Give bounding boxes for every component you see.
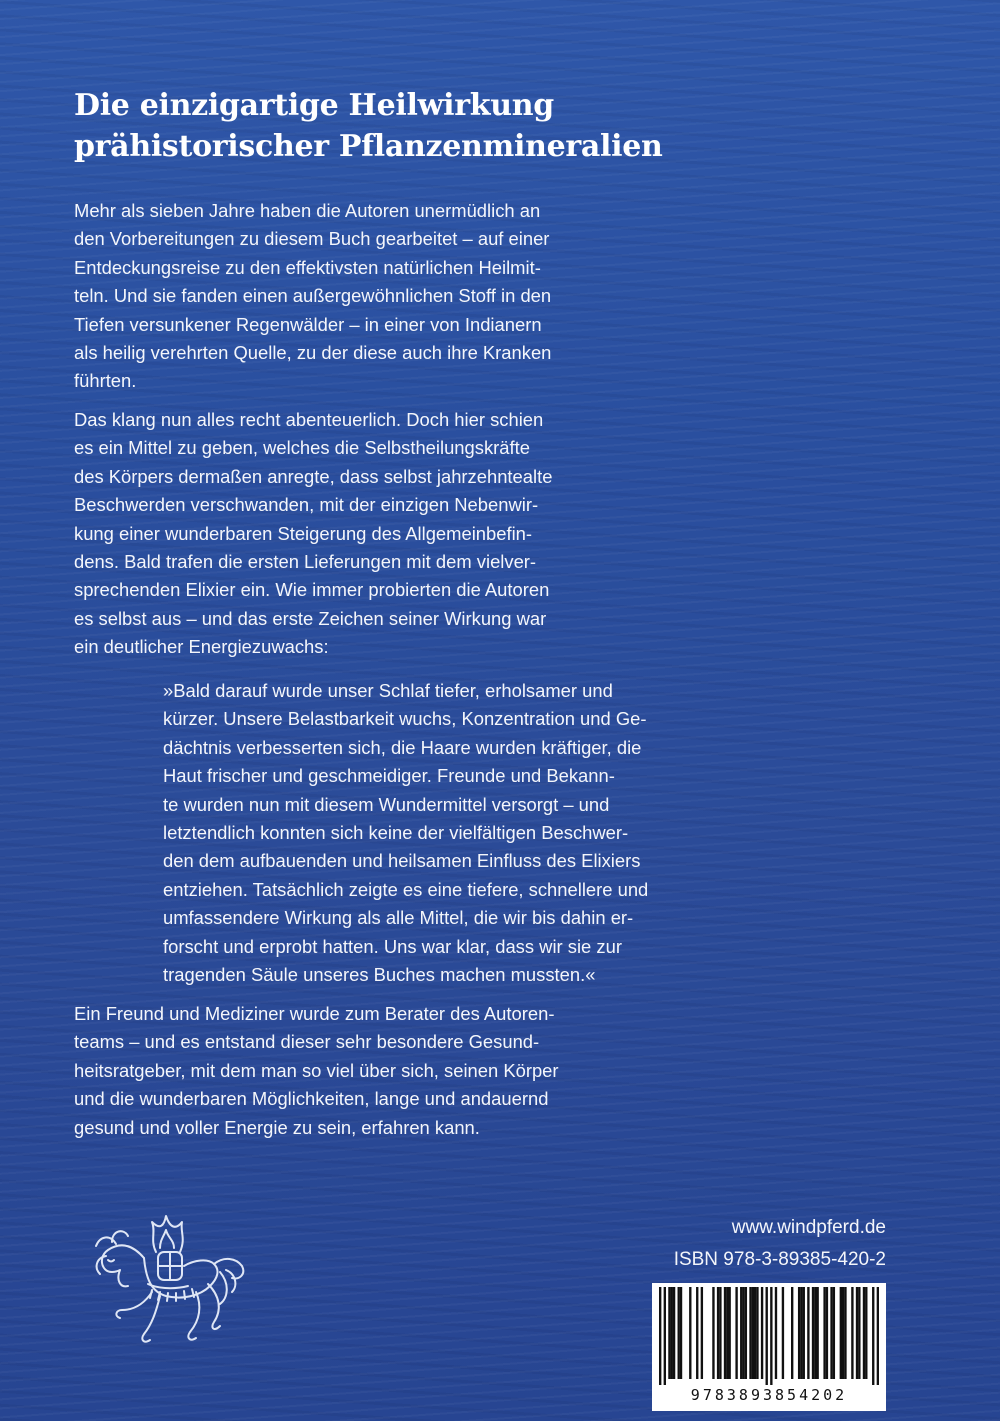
text-line: heitsratgeber, mit dem man so viel über sich, seinen Körper <box>74 1059 559 1081</box>
second-paragraph <box>74 406 634 662</box>
barcode-bar <box>717 1287 719 1379</box>
barcode-bar <box>728 1287 730 1379</box>
text-line: teln. Und sie fanden einen außergewöhnlichen Stoff in den <box>74 285 552 307</box>
barcode-bar <box>807 1287 809 1379</box>
text-line: kürzer. Unsere Belastbarkeit wuchs, Konzentration und Ge- <box>163 708 647 730</box>
barcode-bar <box>668 1287 670 1379</box>
barcode-bar <box>833 1287 835 1379</box>
text-line: den Vorbereitungen zu diesem Buch gearbeitet – auf einer <box>74 228 550 250</box>
barcode-bar <box>865 1287 867 1379</box>
text-line: dächtnis verbesserten sich, die Haare wurden kräftiger, die <box>163 736 642 758</box>
barcode-bar <box>872 1287 874 1385</box>
barcode-bar <box>851 1287 853 1379</box>
barcode-bar <box>830 1287 832 1379</box>
barcode-bar <box>678 1287 680 1379</box>
barcode-bar <box>800 1287 802 1379</box>
barcode-bar <box>814 1287 816 1379</box>
isbn-number: ISBN 978-3-89385-420-2 <box>673 1249 886 1270</box>
text-line: entziehen. Tatsächlich zeigte es eine tiefere, schnellere und <box>163 878 649 900</box>
barcode-bar <box>701 1287 703 1379</box>
ean-barcode <box>652 1283 886 1411</box>
barcode-bar <box>745 1287 747 1379</box>
text-line: Das klang nun alles recht abenteuerlich. Doch hier schien <box>74 409 544 430</box>
barcode-bar <box>735 1287 737 1379</box>
barcode-bar <box>856 1287 858 1379</box>
text-line: tragenden Säule unseres Buches machen mussten.« <box>163 964 596 986</box>
barcode-bar <box>696 1287 698 1379</box>
barcode-bar <box>844 1287 846 1379</box>
barcode-bar <box>826 1287 828 1379</box>
barcode-bar <box>673 1287 675 1379</box>
barcode-bar <box>823 1287 825 1379</box>
barcode-bar <box>770 1287 772 1385</box>
barcode-bar <box>812 1287 814 1379</box>
barcode-bars <box>659 1287 879 1385</box>
text-line: letztendlich konnten sich keine der vielfältigen Beschwer- <box>163 822 629 844</box>
barcode-bar <box>742 1287 744 1379</box>
barcode-bar <box>842 1287 844 1379</box>
barcode-bar <box>726 1287 728 1379</box>
barcode-bar <box>816 1287 818 1379</box>
closing-paragraph <box>74 1000 634 1142</box>
barcode-bar <box>689 1287 691 1379</box>
barcode-bar <box>840 1287 842 1379</box>
barcode-bar <box>803 1287 805 1379</box>
barcode-bar <box>782 1287 784 1379</box>
text-line: Mehr als sieben Jahre haben die Autoren unermüdlich an <box>74 200 541 221</box>
text-line: dens. Bald trafen die ersten Lieferungen mit dem vielver- <box>74 551 537 573</box>
barcode-bar <box>719 1287 721 1379</box>
text-line: Haut frischer und geschmeidiger. Freunde und Bekann- <box>163 765 615 787</box>
text-line: teams – und es entstand dieser sehr besondere Gesund- <box>74 1031 540 1053</box>
barcode-bar <box>766 1287 768 1385</box>
text-line: des Körpers dermaßen anregte, dass selbst jahrzehntealte <box>74 465 553 487</box>
barcode-bar <box>798 1287 800 1379</box>
text-line: es ein Mittel zu geben, welches die Selbstheilungskräfte <box>74 437 530 459</box>
barcode-bar <box>863 1287 865 1379</box>
barcode-bar <box>756 1287 758 1379</box>
text-line: te wurden nun mit diesem Wundermittel versorgt – und <box>163 793 610 815</box>
barcode-bar <box>754 1287 756 1379</box>
text-line: den dem aufbauenden und heilsamen Einfluss des Elixiers <box>163 850 641 872</box>
barcode-bar <box>671 1287 673 1379</box>
windhorse-logo-icon <box>86 1200 256 1365</box>
barcode-bar <box>858 1287 860 1379</box>
text-line: und die wunderbaren Möglichkeiten, lange und andauernd <box>74 1088 549 1110</box>
barcode-bar <box>740 1287 742 1379</box>
barcode-bar <box>761 1287 763 1379</box>
headline-line: prähistorischer Pflanzenmineralien <box>74 129 663 164</box>
text-line: führten. <box>74 370 137 392</box>
intro-paragraph <box>74 197 634 396</box>
barcode-bar <box>680 1287 682 1379</box>
barcode-bar <box>775 1287 777 1379</box>
block-quote <box>163 677 685 989</box>
headline-line: Die einzigartige Heilwirkung <box>74 88 554 123</box>
barcode-bar <box>712 1287 714 1379</box>
text-line: sprechenden Elixier ein. Wie immer probierten die Autoren <box>74 579 550 601</box>
barcode-digits: 9783893854202 <box>690 1386 848 1404</box>
text-line: Ein Freund und Mediziner wurde zum Berater des Autoren- <box>74 1003 555 1024</box>
publisher-url: www.windpferd.de <box>731 1217 886 1238</box>
headline <box>74 85 774 167</box>
text-line: Entdeckungsreise zu den effektivsten natürlichen Heilmit- <box>74 256 541 278</box>
text-line: Beschwerden verschwanden, mit der einzigen Nebenwir- <box>74 494 539 516</box>
barcode-bar <box>877 1287 879 1385</box>
barcode-bar <box>664 1287 666 1385</box>
barcode-bar <box>659 1287 661 1385</box>
text-line: es selbst aus – und das erste Zeichen seiner Wirkung war <box>74 607 547 629</box>
text-line: »Bald darauf wurde unser Schlaf tiefer, erholsamer und <box>163 680 613 701</box>
text-line: Tiefen versunkener Regenwälder – in einer von Indianern <box>74 313 542 335</box>
text-line: gesund und voller Energie zu sein, erfahren kann. <box>74 1116 480 1138</box>
barcode-bar <box>749 1287 751 1379</box>
text-line: kung einer wunderbaren Steigerung des Allgemeinbefin- <box>74 522 533 544</box>
text-line: ein deutlicher Energiezuwachs: <box>74 636 329 658</box>
text-line: umfassendere Wirkung als alle Mittel, die wir bis dahin er- <box>163 907 634 929</box>
text-line: als heilig verehrten Quelle, zu der diese auch ihre Kranken <box>74 342 552 364</box>
barcode-bar <box>791 1287 793 1379</box>
barcode-bar <box>724 1287 726 1379</box>
text-line: forscht und erprobt hatten. Uns war klar, dass wir sie zur <box>163 935 622 957</box>
barcode-bar <box>752 1287 754 1379</box>
